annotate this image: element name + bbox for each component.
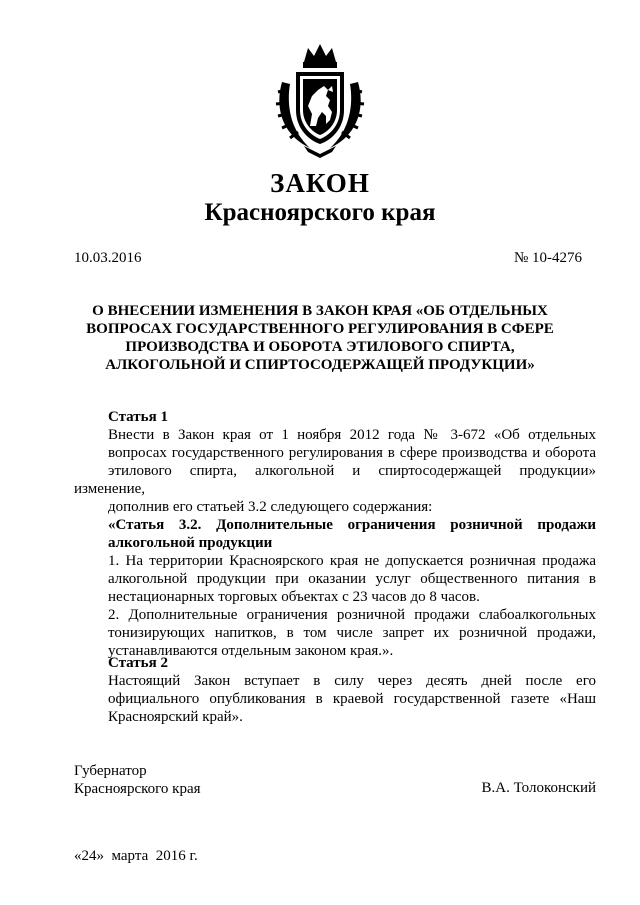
text-line: Красноярский край». xyxy=(108,709,243,725)
text-line: Внести в Закон края от 1 ноября 2012 года № 3-672 «Об отдельных xyxy=(108,427,596,443)
article-2-title: Статья 2 xyxy=(108,655,168,671)
heading-line: ПРОИЗВОДСТВА И ОБОРОТА ЭТИЛОВОГО СПИРТА, xyxy=(125,339,515,355)
new-article-paragraph-2 xyxy=(74,606,596,660)
document-number: № 10-4276 xyxy=(513,250,582,266)
article-2 xyxy=(74,654,596,726)
text-line: 1. На территории Красноярского края не допускается розничная продажа xyxy=(108,553,596,569)
law-heading xyxy=(60,302,580,374)
law-region: Красноярского края xyxy=(204,199,436,226)
signatory-name: В.А. Толоконский xyxy=(481,780,596,796)
signature-date: «24» марта 2016 г. xyxy=(74,848,198,864)
text-line: устанавливаются отдельным законом края.». xyxy=(108,643,394,659)
text-line: алкогольной продукции xyxy=(108,535,273,551)
position-line: Губернатор xyxy=(74,763,147,779)
heading-line: О ВНЕСЕНИИ ИЗМЕНЕНИЯ В ЗАКОН КРАЯ «ОБ ОТДЕЛЬНЫХ xyxy=(92,303,548,319)
krasnoyarsk-coat-of-arms-icon xyxy=(270,40,370,158)
text-line: Настоящий Закон вступает в силу через десять дней после его xyxy=(108,673,596,689)
text-line: вопросах государственного регулирования в сфере производства и оборота xyxy=(108,445,596,461)
heading-line: ВОПРОСАХ ГОСУДАРСТВЕННОГО РЕГУЛИРОВАНИЯ В СФЕРЕ xyxy=(86,321,554,337)
document-date: 10.03.2016 xyxy=(74,250,142,266)
text-line: официального опубликования в краевой государственной газете «Наш xyxy=(108,691,596,707)
article-1-intro xyxy=(74,426,596,516)
law-title: ЗАКОН xyxy=(270,168,370,198)
article-2-text xyxy=(74,672,596,726)
text-line: дополнив его статьей 3.2 следующего содержания: xyxy=(108,499,433,515)
signatory-position xyxy=(74,762,201,798)
position-line: Красноярского края xyxy=(74,781,201,797)
article-1 xyxy=(74,408,596,660)
text-line: этилового спирта, алкогольной и спиртосодержащей продукции» изменение, xyxy=(74,463,596,497)
text-line: тонизирующих напитков, в том числе запрет их розничной продажи, xyxy=(108,625,596,641)
text-line: алкогольной продукции при оказании услуг общественного питания в xyxy=(108,571,596,587)
new-article-paragraph-1 xyxy=(74,552,596,606)
text-line: «Статья 3.2. Дополнительные ограничения розничной продажи xyxy=(108,517,596,533)
article-1-title: Статья 1 xyxy=(108,409,168,425)
heading-line: АЛКОГОЛЬНОЙ И СПИРТОСОДЕРЖАЩЕЙ ПРОДУКЦИИ» xyxy=(105,357,535,373)
text-line: 2. Дополнительные ограничения розничной продажи слабоалкогольных xyxy=(108,607,596,623)
new-article-title xyxy=(74,516,596,552)
text-line: нестационарных торговых объектах с 23 часов до 8 часов. xyxy=(108,589,480,605)
